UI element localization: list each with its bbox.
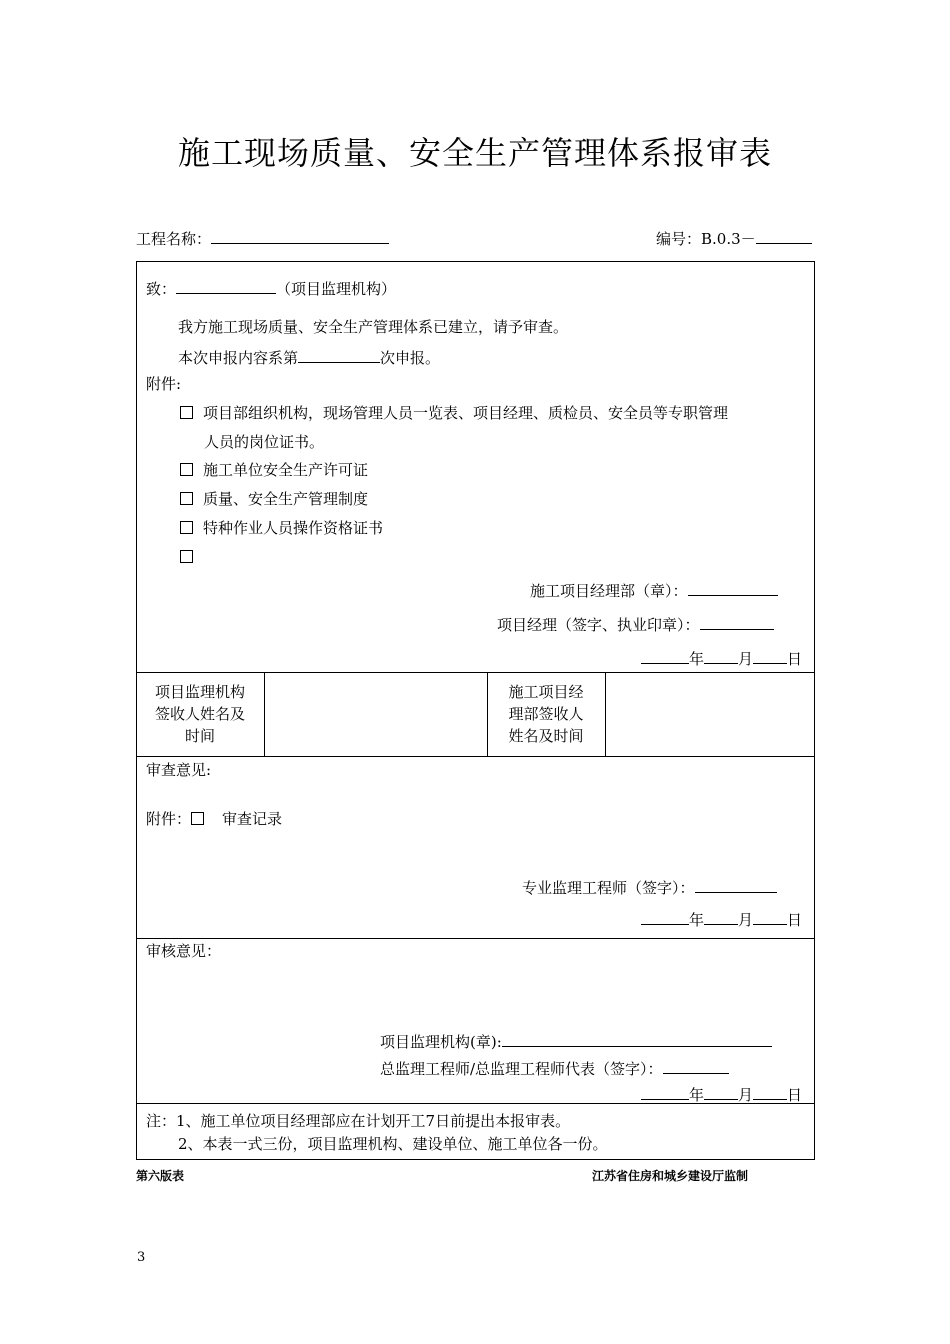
page-number: 3 xyxy=(137,1250,146,1265)
review-label: 审查意见: xyxy=(146,761,212,779)
manager-sign-label: 项目经理（签字、执业印章）： xyxy=(497,616,700,634)
year-label: 年 xyxy=(689,650,705,668)
attachment-text: 特种作业人员操作资格证书 xyxy=(203,519,384,537)
day-label: 日 xyxy=(787,650,803,668)
review-attachment-item: 审查记录 xyxy=(222,810,283,828)
day-label: 日 xyxy=(787,911,803,929)
month-label: 月 xyxy=(738,650,754,668)
footer-right: 江苏省住房和城乡建设厅监制 xyxy=(592,1169,749,1183)
month-label: 月 xyxy=(738,911,754,929)
attachment-item-4 xyxy=(180,518,383,538)
label-line: 时间 xyxy=(184,727,215,745)
engineer-sign-line xyxy=(522,876,777,898)
chief-sign-line xyxy=(380,1057,729,1079)
review-attachment-label: 附件： xyxy=(146,810,192,828)
divider xyxy=(605,672,606,756)
attachment-text: 项目部组织机构，现场管理人员一览表、项目经理、质检员、安全员等专职管理 xyxy=(203,404,729,422)
manager-sign-line xyxy=(497,613,774,635)
day-blank[interactable] xyxy=(753,908,787,925)
project-name-label: 工程名称： xyxy=(136,230,212,248)
label-line: 理部签收人 xyxy=(508,705,584,723)
year-blank[interactable] xyxy=(641,1083,689,1100)
form-number-blank[interactable] xyxy=(756,227,812,244)
attachment-item-3 xyxy=(180,489,368,509)
line2-suffix: 次申报。 xyxy=(380,349,441,367)
divider xyxy=(136,672,815,673)
month-blank[interactable] xyxy=(704,647,738,664)
form-number-field xyxy=(656,227,812,249)
dept-seal-label: 施工项目经理部（章）： xyxy=(530,582,688,600)
divider xyxy=(264,672,265,756)
note-line1: 注：1、施工单位项目经理部应在计划开工7日前提出本报审表。 xyxy=(146,1112,571,1130)
org-seal-blank[interactable] xyxy=(502,1030,772,1047)
checkbox[interactable] xyxy=(180,521,193,534)
to-suffix: （项目监理机构） xyxy=(276,280,397,298)
attachment-text: 质量、安全生产管理制度 xyxy=(203,490,369,508)
supervisor-receipt-label xyxy=(136,681,264,747)
project-name-field xyxy=(136,227,389,249)
label-line: 施工项目经 xyxy=(508,683,584,701)
day-label: 日 xyxy=(787,1086,803,1104)
checkbox[interactable] xyxy=(180,492,193,505)
engineer-sign-blank[interactable] xyxy=(695,876,777,893)
chief-sign-label: 总监理工程师/总监理工程师代表（签字）： xyxy=(380,1060,663,1078)
statement-line1: 我方施工现场质量、安全生产管理体系已建立，请予审查。 xyxy=(178,318,569,336)
month-label: 月 xyxy=(738,1086,754,1104)
attachment-text: 施工单位安全生产许可证 xyxy=(203,461,369,479)
review-attachment xyxy=(146,809,282,829)
manager-sign-blank[interactable] xyxy=(700,613,774,630)
label-line: 签收人姓名及 xyxy=(154,705,245,723)
dept-seal-line xyxy=(530,579,778,601)
month-blank[interactable] xyxy=(704,908,738,925)
form-number-label: 编号：B.0.3－ xyxy=(656,230,756,248)
statement-line2 xyxy=(178,346,440,368)
attachments-label: 附件: xyxy=(146,375,182,393)
chief-sign-blank[interactable] xyxy=(663,1057,729,1074)
divider xyxy=(136,938,815,939)
attachment-item-2 xyxy=(180,460,368,480)
year-blank[interactable] xyxy=(641,647,689,664)
year-label: 年 xyxy=(689,1086,705,1104)
month-blank[interactable] xyxy=(704,1083,738,1100)
divider xyxy=(136,756,815,757)
engineer-sign-label: 专业监理工程师（签字）： xyxy=(522,879,695,897)
page-title: 施工现场质量、安全生产管理体系报审表 xyxy=(177,134,772,172)
to-label: 致： xyxy=(146,280,177,298)
footer-left: 第六版表 xyxy=(136,1169,185,1183)
checkbox[interactable] xyxy=(180,463,193,476)
label-line: 项目监理机构 xyxy=(154,683,245,701)
year-label: 年 xyxy=(689,911,705,929)
project-name-blank[interactable] xyxy=(211,227,389,244)
dept-seal-blank[interactable] xyxy=(688,579,778,596)
date-line xyxy=(641,908,802,930)
approval-label: 审核意见： xyxy=(146,942,222,960)
note-line2: 2、本表一式三份，项目监理机构、建设单位、施工单位各一份。 xyxy=(178,1135,608,1153)
day-blank[interactable] xyxy=(753,647,787,664)
submission-count-blank[interactable] xyxy=(298,346,380,363)
contractor-receipt-field[interactable] xyxy=(607,674,813,754)
date-line xyxy=(641,647,802,669)
year-blank[interactable] xyxy=(641,908,689,925)
org-seal-label: 项目监理机构(章): xyxy=(380,1033,502,1051)
date-line xyxy=(641,1083,802,1105)
label-line: 姓名及时间 xyxy=(508,727,584,745)
attachment-item-1 xyxy=(180,403,728,423)
checkbox[interactable] xyxy=(180,406,193,419)
checkbox[interactable] xyxy=(180,550,193,563)
org-seal-line xyxy=(380,1030,772,1052)
day-blank[interactable] xyxy=(753,1083,787,1100)
line2-prefix: 本次申报内容系第 xyxy=(178,349,299,367)
attachment-item-1-cont: 人员的岗位证书。 xyxy=(204,433,325,451)
contractor-receipt-label xyxy=(487,681,605,747)
supervisor-receipt-field[interactable] xyxy=(266,674,486,754)
to-blank[interactable] xyxy=(176,277,276,294)
attachment-item-5 xyxy=(180,547,203,567)
checkbox[interactable] xyxy=(191,812,204,825)
to-line xyxy=(146,277,396,299)
